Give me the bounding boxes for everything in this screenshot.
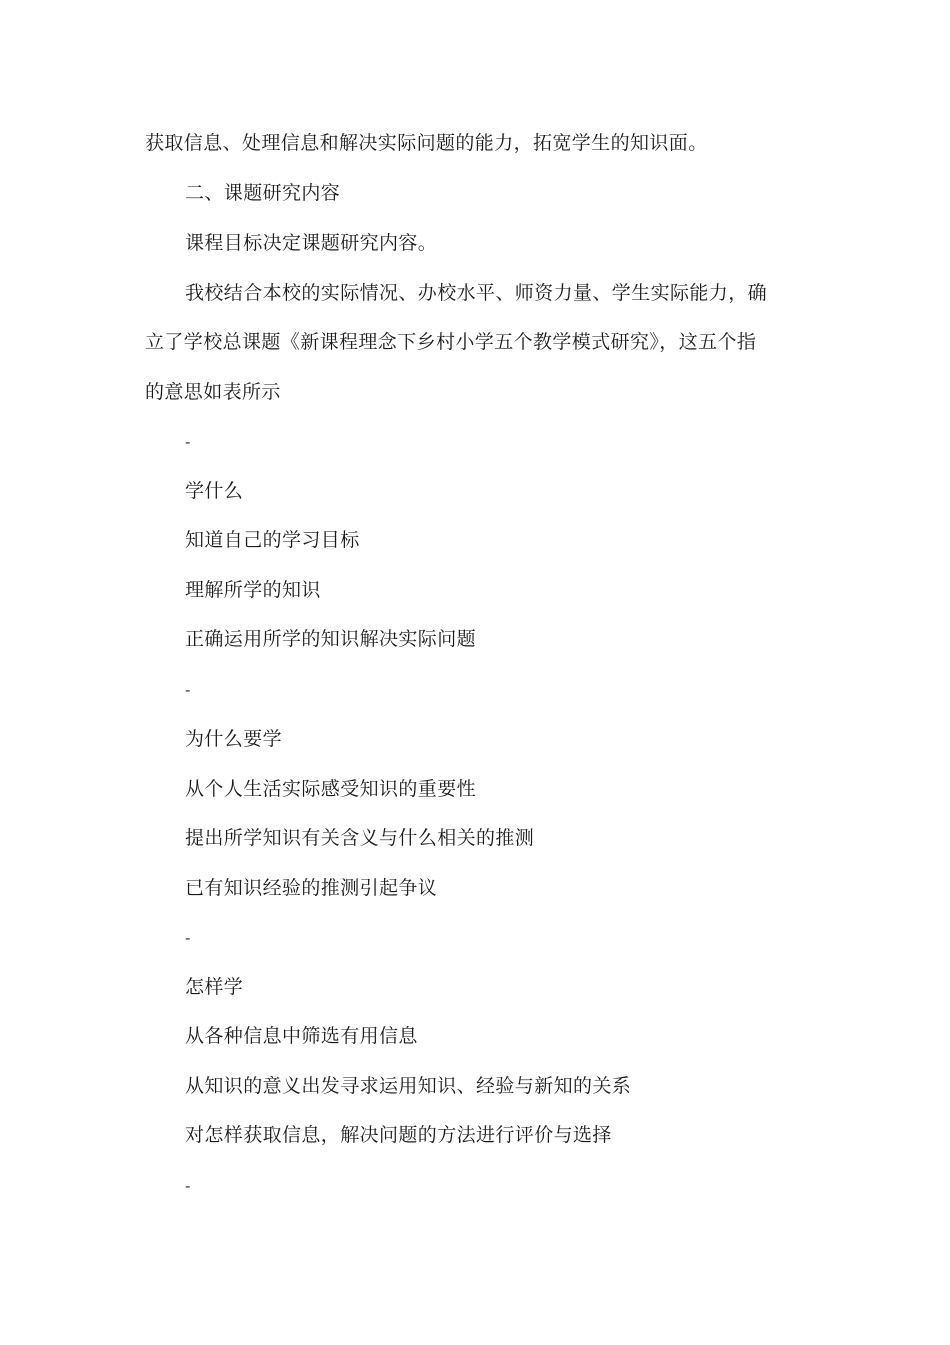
paragraph: 我校结合本校的实际情况、办校水平、师资力量、学生实际能力，确 [185, 282, 768, 304]
table-item: 正确运用所学的知识解决实际问题 [185, 628, 477, 650]
table-heading: 学什么 [185, 480, 244, 502]
table-item: 已有知识经验的推测引起争议 [185, 877, 438, 899]
table-separator: - [185, 1176, 191, 1195]
table-item: 提出所学知识有关含义与什么相关的推测 [185, 827, 535, 849]
table-heading: 为什么要学 [185, 728, 283, 750]
table-item: 从个人生活实际感受知识的重要性 [185, 778, 477, 800]
table-separator: - [185, 928, 191, 947]
table-separator: - [185, 432, 191, 451]
table-item: 从各种信息中筛选有用信息 [185, 1025, 418, 1047]
paragraph: 课程目标决定课题研究内容。 [185, 232, 438, 254]
table-item: 理解所学的知识 [185, 579, 321, 601]
paragraph-continuation: 获取信息、处理信息和解决实际问题的能力，拓宽学生的知识面。 [145, 132, 708, 154]
table-item: 从知识的意义出发寻求运用知识、经验与新知的关系 [185, 1075, 632, 1097]
table-item: 对怎样获取信息，解决问题的方法进行评价与选择 [185, 1124, 612, 1146]
section-heading: 二、课题研究内容 [185, 182, 341, 204]
paragraph-line: 立了学校总课题《新课程理念下乡村小学五个教学模式研究》，这五个指 [145, 331, 757, 353]
table-heading: 怎样学 [185, 976, 244, 998]
table-separator: - [185, 680, 191, 699]
paragraph-line: 的意思如表所示 [145, 381, 281, 403]
table-item: 知道自己的学习目标 [185, 529, 360, 551]
